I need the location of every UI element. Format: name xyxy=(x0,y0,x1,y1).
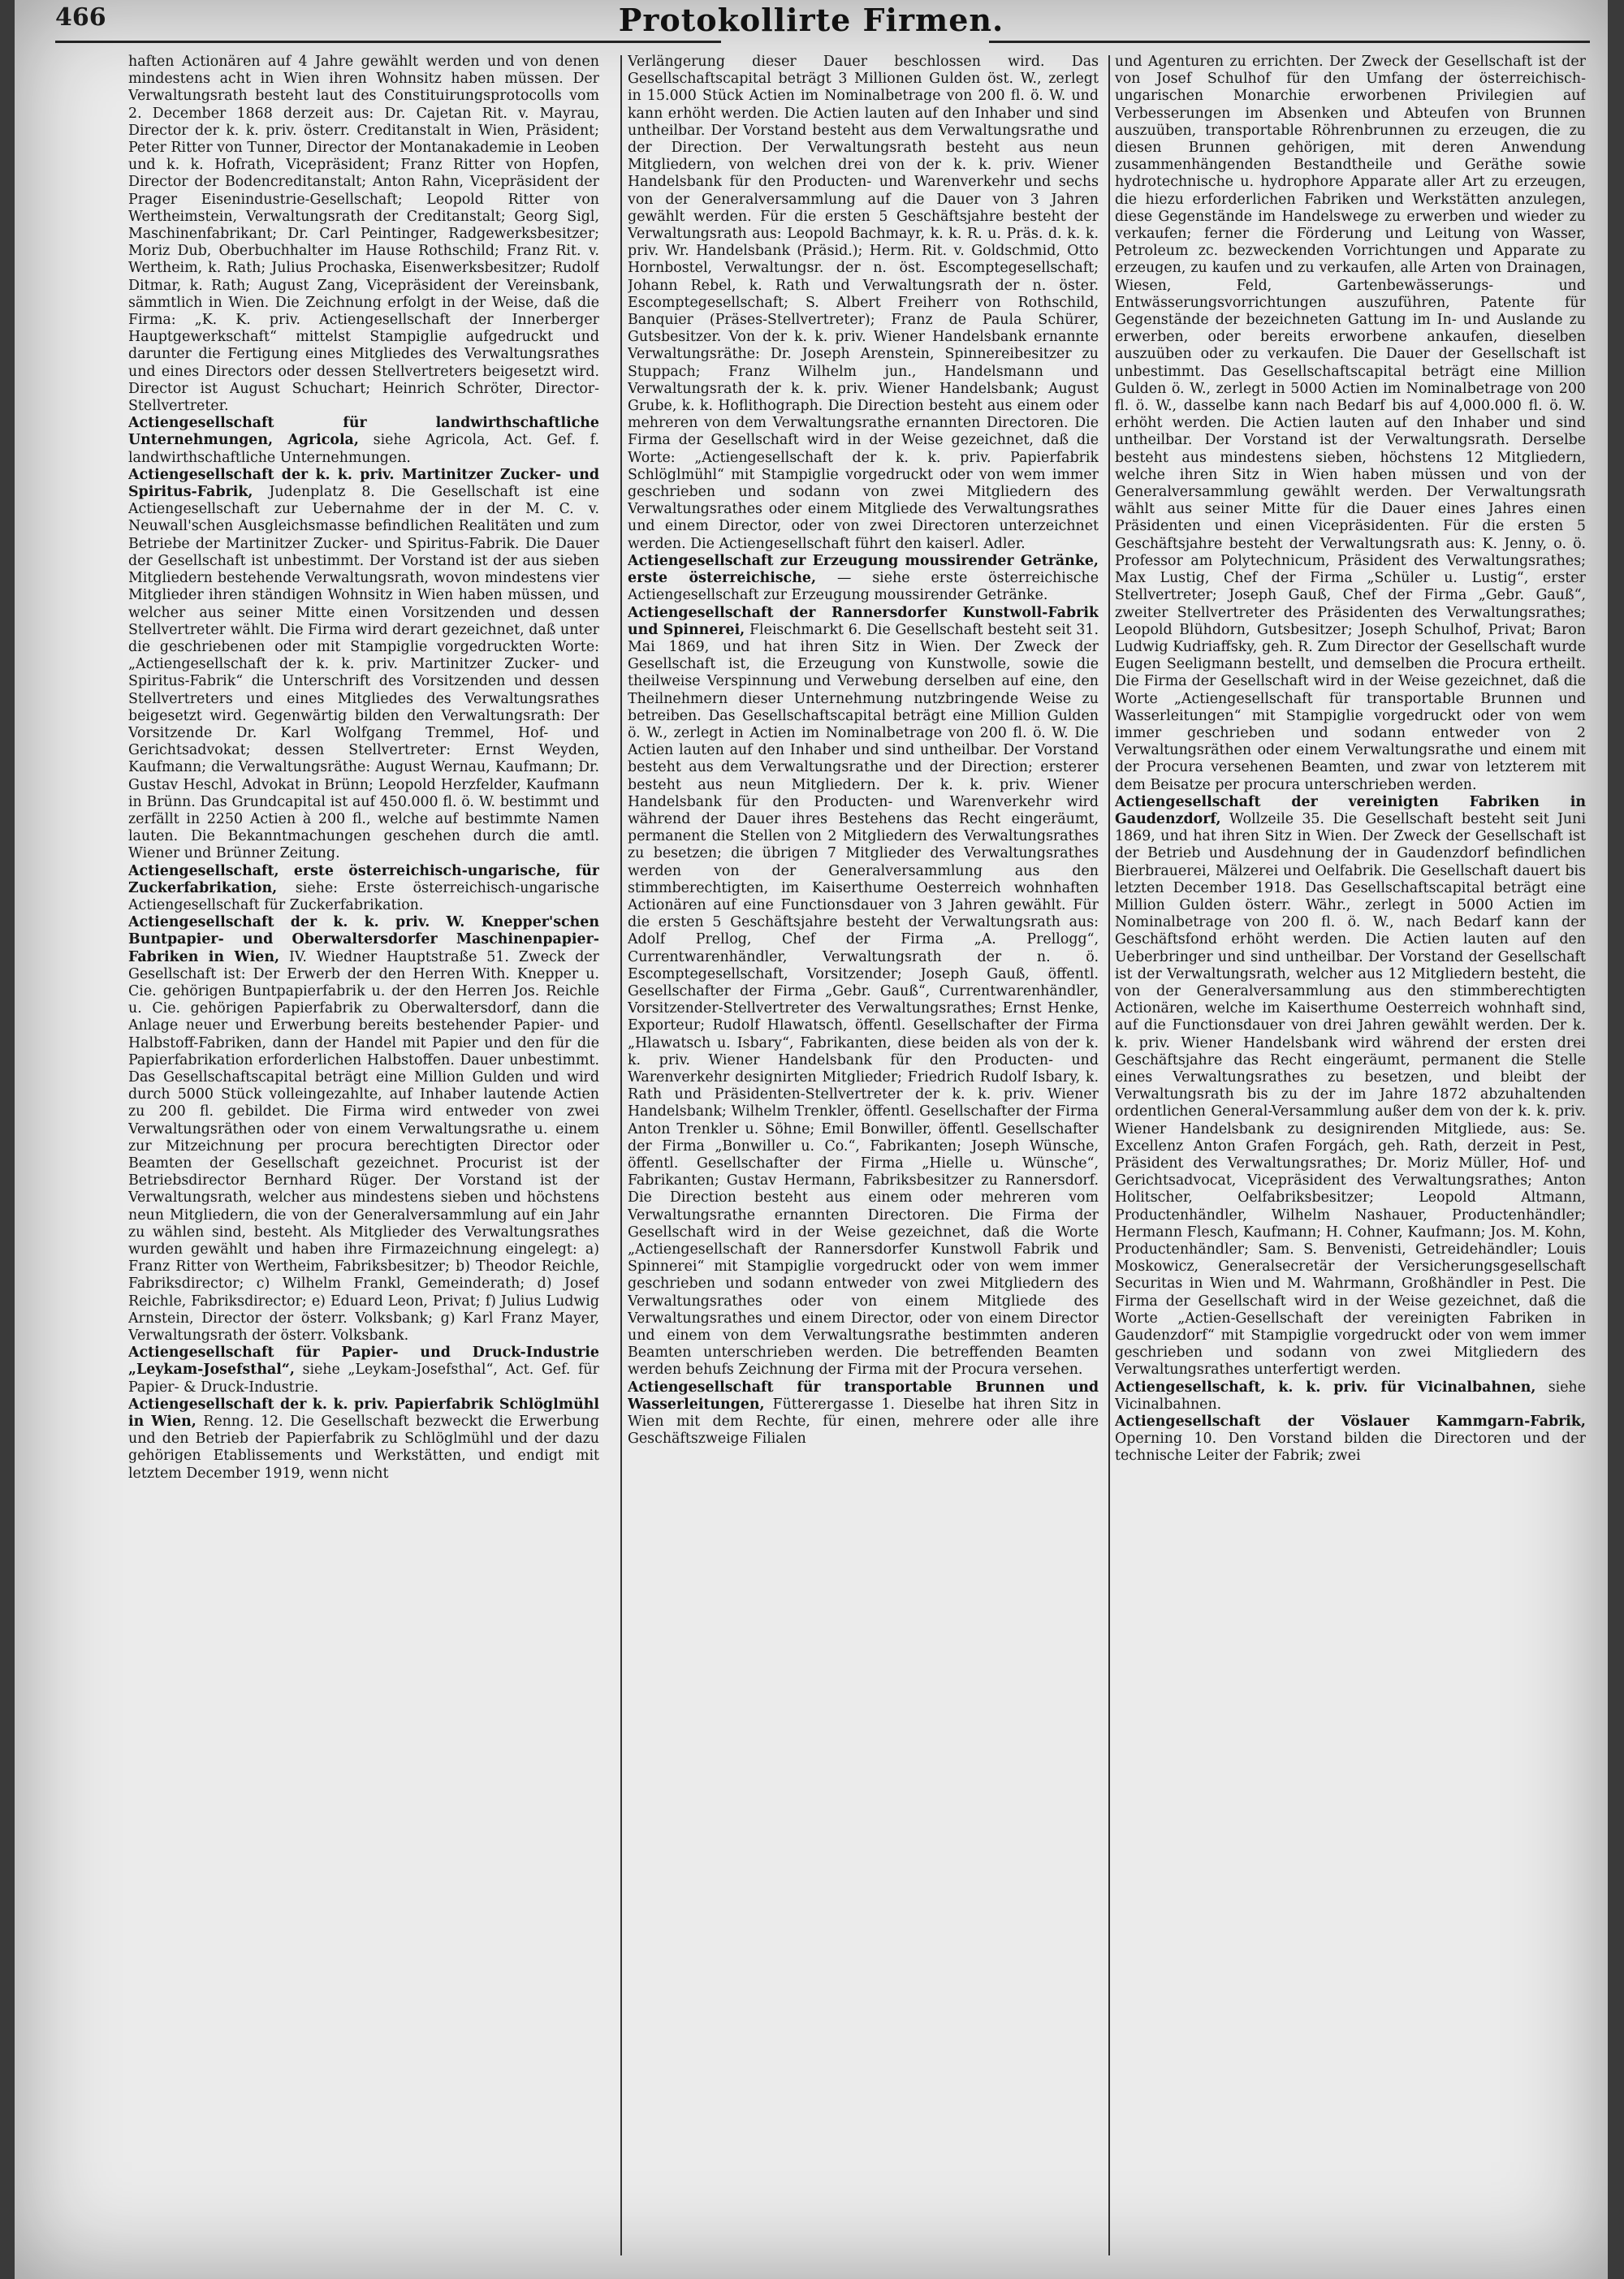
entry-heading: Actiengesellschaft für transportable Brunnen und Wasserleitungen, xyxy=(628,1379,1099,1413)
register-entry xyxy=(128,415,599,467)
register-entry xyxy=(128,467,599,863)
text-columns xyxy=(128,54,1598,2262)
entry-text: Fütterergasse 1. Dieselbe hat ihren Sitz in Wien mit dem Rechte, für einen, mehrere oder alle ihre Geschäftszweige Filialen xyxy=(628,1396,1099,1448)
register-entry xyxy=(628,605,1099,1379)
entry-heading: Actiengesellschaft der k. k. priv. Martinitzer Zucker- und Spiritus-Fabrik, xyxy=(128,466,599,501)
entry-text: siehe Vicinalbahnen. xyxy=(1115,1379,1586,1413)
register-entry xyxy=(1115,794,1586,1379)
continued-text: haften Actionären auf 4 Jahre gewählt werden und von denen mindestens acht in Wien ihren Wohnsitz haben müssen. Der Verwaltungsrath besteht laut des Constituirungsprotocolls vom 2. December 1868 derzeit aus: Dr. Cajetan Rit. v. Mayrau, Director der k. k. priv. österr. Creditanstalt in Wien, Präsident; Peter Ritter von Tunner, Director der Montanakademie in Leoben und k. k. Hofrath, Vicepräsident; Franz Ritter von Hopfen, Director der Bodencreditanstalt; Anton Rahn, Vicepräsident der Prager Eisenindustrie-Gesellschaft; Leopold Ritter von Wertheimstein, Verwaltungsrath der Creditanstalt; Georg Sigl, Maschinenfabrikant; Dr. Carl Peintinger, Radgewerksbesitzer; Moriz Dub, Oberbuchhalter im Hause Rothschild; Franz Rit. v. Wertheim, k. Rath; Julius Prochaska, Eisenwerksbesitzer; Rudolf Ditmar, k. Rath; August Zang, Vicepräsident der Vereinsbank, sämmtlich in Wien. Die Zeichnung erfolgt in der Weise, daß die Firma: „K. K. priv. Actiengesellschaft der Innerberger Hauptgewerkschaft“ mittelst Stampiglie aufgedruckt und darunter die Fertigung eines Mitgliedes des Verwaltungsrathes und eines Directors oder dessen Stellvertreters beigesetzt wird. Director ist August Schuchart; Heinrich Schröter, Director-Stellvertreter. xyxy=(128,54,599,415)
entry-text: siehe „Leykam-Josefsthal“, Act. Gef. für Papier- & Druck-Industrie. xyxy=(128,1362,599,1396)
entry-heading: Actiengesellschaft für Papier- und Druck-Industrie „Leykam-Josefsthal“, xyxy=(128,1345,599,1379)
entry-heading: Actiengesellschaft der k. k. priv. Papierfabrik Schlöglmühl in Wien, xyxy=(128,1396,599,1431)
page-number: 466 xyxy=(55,3,106,32)
register-entry xyxy=(128,863,599,915)
entry-text: Operning 10. Den Vorstand bilden die Directoren und der technische Leiter der Fabrik; zwei xyxy=(1115,1431,1586,1465)
entry-heading: Actiengesellschaft, erste österreichisch-ungarische, für Zuckerfabrikation, xyxy=(128,862,599,896)
running-title: Protokollirte Firmen. xyxy=(618,2,1004,38)
entry-text: Judenplatz 8. Die Gesellschaft ist eine Actiengesellschaft zur Uebernahme der in der M. C. v. Neuwall'schen Ausgleichsmasse befindlichen Realitäten und zum Betriebe der Martinitzer Zucker- und Spiritus-Fabrik. Die Dauer der Gesellschaft ist unbestimmt. Der Vorstand ist der aus sieben Mitgliedern bestehende Verwaltungsrath, wovon mindestens vier Mitglieder ihren ständigen Wohnsitz in Wien haben müssen, und welcher aus seiner Mitte einen Vorsitzenden und dessen Stellvertreter wählt. Die Firma wird derart gezeichnet, daß unter die geschriebenen oder mit Stampiglie vorgedruckten Worte: „Actiengesellschaft der k. k. priv. Martinitzer Zucker- und Spiritus-Fabrik“ die Unterschrift des Vorsitzenden und dessen Stellvertreters und eines Mitgliedes des Verwaltungsrathes beigesetzt wird. Gegenwärtig bilden den Verwaltungsrath: Der Vorsitzende Dr. Karl Wolfgang Tremmel, Hof- und Gerichtsadvokat; dessen Stellvertreter: Ernst Weyden, Kaufmann; die Verwaltungsräthe: August Wernau, Kaufmann; Dr. Gustav Heschl, Advokat in Brünn; Leopold Herzfelder, Kaufmann in Brünn. Das Grundcapital ist auf 450.000 fl. ö. W. bestimmt und zerfällt in 2250 Actien à 200 fl., welche auf bestimmte Namen lauten. Die Bekanntmachungen geschehen durch die amtl. Wiener und Brünner Zeitung. xyxy=(128,484,599,862)
entry-heading: Actiengesellschaft der Rannersdorfer Kunstwoll-Fabrik und Spinnerei, xyxy=(628,604,1099,638)
continued-text: und Agenturen zu errichten. Der Zweck der Gesellschaft ist der von Josef Schulhof für den Umfang der österreichisch-ungarischen Monarchie erworbenen Privilegien auf Verbesserungen im Absenken und Abteufen von Brunnen auszuüben, transportable Röhrenbrunnen zu erzeugen, die zu diesen Brunnen gehörigen, mit deren Anwendung zusammenhängenden Bestandtheile und Geräthe sowie hydrotechnische u. hydrophore Apparate aller Art zu erzeugen, die hiezu erforderlichen Fabriken und Werkstätten anzulegen, diese Gegenstände im Handelswege zu erwerben und wieder zu verkaufen; ferner die Förderung und Leitung von Wasser, Petroleum zc. bezweckenden Vorrichtungen und Apparate zu erzeugen, zu kaufen und zu verkaufen, alle Arten von Drainagen, Wiesen, Feld, Gartenbewässerungs- und Entwässerungsvorrichtungen auszuführen, Patente für Gegenstände der bezeichneten Gattung im In- und Auslande zu erwerben, oder bereits erworbene ankaufen, dieselben auszuüben oder zu verkaufen. Die Dauer der Gesellschaft ist unbestimmt. Das Gesellschaftscapital beträgt eine Million Gulden ö. W., zerlegt in 5000 Actien im Nominalbetrage von 200 fl. ö. W., dasselbe kann nach Bedarf bis auf 4,000.000 fl. ö. W. erhöht werden. Die Actien lauten auf den Inhaber und sind untheilbar. Der Vorstand ist der Verwaltungsrath. Derselbe besteht aus mindestens sieben, höchstens 12 Mitgliedern, welche ihren Sitz in Wien haben müssen und von der Generalversammlung gewählt werden. Der Verwaltungsrath wählt aus seiner Mitte für die Dauer eines Jahres einen Präsidenten und einen Vicepräsidenten. Für die ersten 5 Geschäftsjahre besteht der Verwaltungsrath aus: K. Jenny, o. ö. Professor am Polytechnicum, Präsident des Verwaltungsrathes; Max Lustig, Chef der Firma „Schüler u. Lustig“, erster Stellvertreter; Joseph Gauß, Chef der Firma „Gebr. Gauß“, zweiter Stellvertreter des Präsidenten des Verwaltungsrathes; Leopold Blühdorn, Gutsbesitzer; Joseph Schulhof, Privat; Baron Ludwig Kudriaffsky, geh. R. Zum Director der Gesellschaft wurde Eugen Seeligmann bestellt, und demselben die Procura ertheilt. Die Firma der Gesellschaft wird in der Weise gezeichnet, daß die Worte „Actiengesellschaft für transportable Brunnen und Wasserleitungen“ mit Stampiglie vorgedruckt oder von wem immer geschrieben und sodann entweder von 2 Verwaltungsräthen oder einem Verwaltungsrathe und einem mit der Procura versehenen Beamten, und zwar von letzterem mit dem Beisatze per procura unterschrieben werden. xyxy=(1115,54,1586,793)
entry-text: — siehe erste österreichische Actiengesellschaft zur Erzeugung moussirender Getränke. xyxy=(628,570,1099,604)
text-column-3 xyxy=(1115,54,1586,2262)
entry-heading: Actiengesellschaft der k. k. priv. W. Knepper'schen Buntpapier- und Oberwaltersdorfer Maschinenpapier-Fabriken in Wien, xyxy=(128,914,599,965)
entry-text: IV. Wiedner Hauptstraße 51. Zweck der Gesellschaft ist: Der Erwerb der den Herren With. Knepper u. Cie. gehörigen Buntpapierfabrik u. der den Herren Jos. Reichle u. Cie. gehörigen Papierfabrik zu Oberwaltersdorf, dann die Anlage neuer und Erwerbung bereits bestehender Papier- und Halbstoff-Fabriken, dann der Handel mit Papier und den für die Papierfabrikation erforderlichen Halbstoffen. Dauer unbestimmt. Das Gesellschaftscapital beträgt eine Million Gulden und wird durch 5000 Stück volleingezahlte, auf Inhaber lautende Actien zu 200 fl. gebildet. Die Firma wird entweder von zwei Verwaltungsräthen oder von einem Verwaltungsrathe u. einem zur Mitzeichnung per procura berechtigten Director oder Beamten der Gesellschaft gezeichnet. Procurist ist der Betriebsdirector Bernhard Rüger. Der Vorstand ist der Verwaltungsrath, welcher aus mindestens sieben und höchstens neun Mitgliedern, die von der Generalversammlung auf ein Jahr zu wählen sind, besteht. Als Mitglieder des Verwaltungsrathes wurden gewählt und haben ihre Firmazeichnung eingelegt: a) Franz Ritter von Wertheim, Fabriksbesitzer; b) Theodor Reichle, Fabriksdirector; c) Wilhelm Frankl, Gemeinderath; d) Josef Reichle, Fabriksdirector; e) Eduard Leon, Privat; f) Julius Ludwig Arnstein, Director der österr. Volksbank; g) Karl Franz Mayer, Verwaltungsrath der österr. Volksbank. xyxy=(128,948,599,1345)
document-page xyxy=(15,0,1608,2279)
entry-text: Fleischmarkt 6. Die Gesellschaft besteht seit 31. Mai 1869, und hat ihren Sitz in Wien. Der Zweck der Gesellschaft ist, die Erzeugung von Kunstwolle, sowie die theilweise Verspinnung und Verwebung derselben auf eine, den Theilnehmern dieser Unternehmung nutzbringende Weise zu betreiben. Das Gesellschaftscapital beträgt eine Million Gulden ö. W., zerlegt in Actien im Nominalbetrage von 200 fl. ö. W. Die Actien lauten auf den Inhaber und sind untheilbar. Der Vorstand besteht aus dem Verwaltungsrathe und der Direction; ersterer besteht aus neun Mitgliedern. Der k. k. priv. Wiener Handelsbank für den Producten- und Warenverkehr wird während der Dauer ihres Bestehens das Recht eingeräumt, permanent die Stellen von 2 Mitgliedern des Verwaltungsrathes zu besetzen; die übrigen 7 Mitglieder des Verwaltungsrathes werden von der Generalversammlung aus den stimmberechtigten, im Kaiserthume Oesterreich wohnhaften Actionären auf eine Functionsdauer von 3 Jahren gewählt. Für die ersten 5 Geschäftsjahre besteht der Verwaltungsrath aus: Adolf Prellog, Chef der Firma „A. Prellogg“, Currentwarenhändler, Verwaltungsrath der n. ö. Escomptegesellschaft, Vorsitzender; Joseph Gauß, öffentl. Gesellschafter der Firma „Gebr. Gauß“, Currentwarenhändler, Vorsitzender-Stellvertreter des Verwaltungsrathes; Ernst Henke, Exporteur; Rudolf Hlawatsch, öffentl. Gesellschafter der Firma „Hlawatsch u. Isbary“, Fabrikanten, diese beiden als von der k. k. priv. Wiener Handelsbank für den Producten- und Warenverkehr designirten Mitglieder; Friedrich Rudolf Isbary, k. Rath und Präsidenten-Stellvertreter der k. k. priv. Wiener Handelsbank; Wilhelm Trenkler, öffentl. Gesellschafter der Firma Anton Trenkler u. Söhne; Emil Bonwiller, öffentl. Gesellschafter der Firma „Bonwiller u. Co.“, Fabrikanten; Joseph Wünsche, öffentl. Gesellschafter der Firma „Hielle u. Wünsche“, Fabrikanten; Gustav Hermann, Fabriksbesitzer zu Rannersdorf. Die Direction besteht aus einem oder mehreren vom Verwaltungsrathe ernannten Directoren. Die Firma der Gesellschaft wird in der Weise gezeichnet, daß die Worte „Actiengesellschaft der Rannersdorfer Kunstwoll Fabrik und Spinnerei“ mit Stampiglie vorgedruckt oder von wem immer geschrieben und sodann entweder von zwei Mitgliedern des Verwaltungsrathes oder von einem Mitgliede des Verwaltungsrathes und einem Director, oder von einem Director und einem von dem Verwaltungsrathe bestimmten anderen Beamten unterschrieben werden. Die betreffenden Beamten werden behufs Zeichnung der Firma mit der Procura versehen. xyxy=(628,621,1099,1379)
entry-heading: Actiengesellschaft der vereinigten Fabriken in Gaudenzdorf, xyxy=(1115,793,1586,827)
continued-text: Verlängerung dieser Dauer beschlossen wird. Das Gesellschaftscapital beträgt 3 Millionen Gulden öst. W., zerlegt in 15.000 Stück Actien im Nominalbetrage von 200 fl. ö. W. und kann erhöht werden. Die Actien lauten auf den Inhaber und sind untheilbar. Der Vorstand besteht aus dem Verwaltungsrathe und der Direction. Der Verwaltungsrath besteht aus neun Mitgliedern, von welchen drei von der k. k. priv. Wiener Handelsbank für den Producten- und Warenverkehr und sechs von der Generalversammlung auf die Dauer von 3 Jahren gewählt werden. Für die ersten 5 Geschäftsjahre besteht der Verwaltungsrath aus: Leopold Bachmayr, k. k. R. u. Präs. d. k. k. priv. Wr. Handelsbank (Präsid.); Herm. Rit. v. Goldschmid, Otto Hornbostel, Verwaltungsr. der n. öst. Escomptegesellschaft; Johann Rebel, k. Rath und Verwaltungsrath der n. öster. Escomptegesellschaft; S. Albert Freiherr von Rothschild, Banquier (Präses-Stellvertreter); Franz de Paula Schürer, Gutsbesitzer. Von der k. k. priv. Wiener Handelsbank ernannte Verwaltungsräthe: Dr. Joseph Arenstein, Spinnereibesitzer zu Stuppach; Franz Wilhelm jun., Handelsmann und Verwaltungsrath der k. k. priv. Wiener Handelsbank; August Grube, k. k. Hoflithograph. Die Direction besteht aus einem oder mehreren von dem Verwaltungsrathe ernannten Directoren. Die Firma der Gesellschaft wird in der Weise gezeichnet, daß die Worte: „Actiengesellschaft der k. k. priv. Papierfabrik Schlöglmühl“ mit Stampiglie vorgedruckt oder von wem immer geschrieben und sodann von zwei Mitgliedern des Verwaltungsrathes oder einem Mitgliede des Verwaltungsrathes und einem Director, oder von zwei Directoren unterzeichnet werden. Die Actiengesellschaft führt den kaiserl. Adler. xyxy=(628,54,1099,552)
entry-heading: Actiengesellschaft, k. k. priv. für Vicinalbahnen, xyxy=(1115,1379,1536,1396)
page-header xyxy=(15,0,1608,49)
entry-heading: Actiengesellschaft für landwirthschaftliche Unternehmungen, Agricola, xyxy=(128,415,599,449)
register-entry xyxy=(1115,1379,1586,1414)
entry-text: siehe Agricola, Act. Gef. f. landwirthschaftliche Unternehmungen. xyxy=(128,432,599,466)
register-entry xyxy=(128,1396,599,1483)
register-entry xyxy=(628,553,1099,605)
register-entry xyxy=(1115,1414,1586,1465)
header-rule-right xyxy=(989,41,1590,43)
text-column-2 xyxy=(628,54,1099,2262)
register-entry xyxy=(628,1379,1099,1448)
register-entry xyxy=(128,914,599,1345)
header-rule-left xyxy=(55,41,721,43)
entry-heading: Actiengesellschaft der Vöslauer Kammgarn-Fabrik, xyxy=(1115,1414,1586,1431)
register-entry xyxy=(128,1345,599,1396)
entry-text: Renng. 12. Die Gesellschaft bezweckt die Erwerbung und den Betrieb der Papierfabrik zu Schlöglmühl und der dazu gehörigen Etablissements und Werkstätten, und endigt mit letztem December 1919, wenn nicht xyxy=(128,1414,599,1482)
text-column-1 xyxy=(128,54,599,2262)
entry-text: siehe: Erste österreichisch-ungarische Actiengesellschaft für Zuckerfabrikation. xyxy=(128,879,599,913)
entry-text: Wollzeile 35. Die Gesellschaft besteht seit Juni 1869, und hat ihren Sitz in Wien. Der Zweck der Gesellschaft ist der Betrieb und Ausdehnung der in Gaudenzdorf befindlichen Bierbrauerei, Mälzerei und Oelfabrik. Die Gesellschaft dauert bis letzten December 1918. Das Gesellschaftscapital beträgt eine Million Gulden österr. Währ., zerlegt in 5000 Actien im Nominalbetrage von 200 fl. ö. W., nach Bedarf kann der Geschäftsfond erhöht werden. Die Actien lauten auf den Ueberbringer und sind untheilbar. Der Vorstand der Gesellschaft ist der Verwaltungsrath, welcher aus 12 Mitgliedern besteht, die von der Generalversammlung aus den stimmberechtigten Actionären, welche im Kaiserthume Oesterreich wohnhaft sind, auf die Functionsdauer von drei Jahren gewählt werden. Der k. k. priv. Wiener Handelsbank wird während der ersten drei Geschäftsjahre das Recht eingeräumt, permanent die Stelle eines Verwaltungsrathes zu besetzen, und bleibt der Verwaltungsrath bis zu der im Jahre 1872 abzuhaltenden ordentlichen General-Versammlung außer dem von der k. k. priv. Wiener Handelsbank zu designirenden Mitgliede, aus: Se. Excellenz Anton Grafen Forgách, geh. Rath, derzeit in Pest, Präsident des Verwaltungsrathes; Dr. Moriz Müller, Hof- und Gerichtsadvocat, Vicepräsident des Verwaltungsrathes; Anton Holitscher, Oelfabriksbesitzer; Leopold Altmann, Productenhändler, Wilhelm Nashauer, Productenhändler; Hermann Flesch, Kaufmann; H. Cohner, Kaufmann; Jos. M. Kohn, Productenhändler; Sam. S. Benvenisti, Getreidehändler; Louis Moskowicz, Generalsecretär der Versicherungsgesellschaft Securitas in Wien und M. Wahrmann, Großhändler in Pest. Die Firma der Gesellschaft wird in der Weise gezeichnet, daß die Worte „Actien-Gesellschaft der vereinigten Fabriken in Gaudenzdorf“ mit Stampiglie vorgedruckt oder von wem immer geschrieben und sodann von zwei Mitgliedern des Verwaltungsrathes unterfertigt werden. xyxy=(1115,810,1586,1379)
entry-heading: Actiengesellschaft zur Erzeugung moussirender Getränke, erste österreichische, xyxy=(628,552,1099,587)
